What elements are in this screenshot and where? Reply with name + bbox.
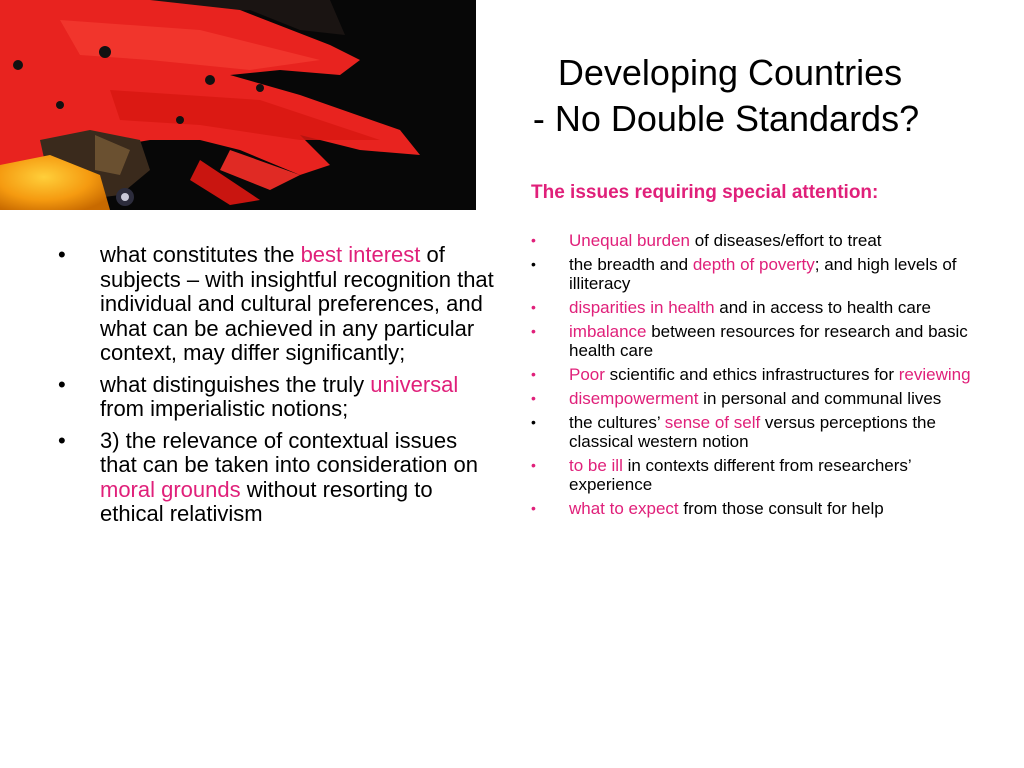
consideration-highlight: best interest bbox=[300, 242, 421, 267]
issues-list bbox=[531, 231, 976, 518]
issue-text: scientific and ethics infrastructures for bbox=[604, 365, 899, 384]
headdress-photo bbox=[0, 0, 476, 210]
bullet-icon: • bbox=[531, 299, 536, 315]
issue-text: the breadth and bbox=[569, 255, 693, 274]
issue-text: between resources for research and basic health care bbox=[569, 322, 968, 360]
issue-highlight: disempowerment bbox=[569, 389, 699, 408]
issue-item bbox=[531, 389, 976, 408]
issue-text: in personal and communal lives bbox=[698, 389, 942, 408]
issue-text: ; and high levels of illiteracy bbox=[569, 255, 957, 293]
special-attention-panel bbox=[531, 182, 976, 523]
slide-title bbox=[500, 50, 960, 142]
title-line-1: Developing Countries bbox=[557, 52, 903, 93]
consideration-highlight: universal bbox=[370, 371, 459, 397]
issue-text: of diseases/effort to treat bbox=[689, 231, 882, 250]
issue-highlight: disparities in health bbox=[569, 298, 715, 317]
issue-item bbox=[531, 413, 976, 451]
issue-highlight: sense of self bbox=[664, 413, 761, 432]
issue-highlight: reviewing bbox=[898, 365, 971, 384]
issue-item bbox=[531, 499, 976, 518]
bullet-icon: • bbox=[531, 500, 536, 516]
issue-highlight: Unequal burden bbox=[569, 231, 690, 250]
consideration-text: without resorting to ethical relativism bbox=[100, 476, 433, 526]
issue-item bbox=[531, 255, 976, 293]
issue-item bbox=[531, 322, 976, 360]
consideration-text: what distinguishes the truly bbox=[100, 371, 371, 397]
bullet-icon: • bbox=[531, 414, 536, 430]
issue-highlight: what to expect bbox=[569, 499, 679, 518]
issue-item bbox=[531, 365, 976, 384]
bullet-icon: • bbox=[531, 457, 536, 473]
issue-text: from those consult for help bbox=[678, 499, 884, 518]
issue-text: the cultures’ bbox=[569, 413, 665, 432]
bullet-icon: • bbox=[531, 256, 536, 272]
issue-text: in contexts different from researchers’ experience bbox=[569, 456, 912, 494]
bullet-icon: • bbox=[58, 242, 66, 267]
bullet-icon: • bbox=[531, 232, 536, 248]
issue-highlight: to be ill bbox=[569, 456, 623, 475]
bullet-icon: • bbox=[531, 323, 536, 339]
issue-text: and in access to health care bbox=[714, 298, 931, 317]
issue-item bbox=[531, 456, 976, 494]
issue-item bbox=[531, 298, 976, 317]
issue-highlight: imbalance bbox=[569, 322, 647, 341]
consideration-item bbox=[58, 243, 498, 366]
issues-heading: The issues requiring special attention: bbox=[531, 182, 879, 203]
consideration-item bbox=[58, 429, 498, 527]
red-feathered-headdress-photo bbox=[0, 0, 476, 210]
issue-highlight: Poor bbox=[569, 365, 605, 384]
title-line-2: - No Double Standards? bbox=[532, 98, 920, 139]
bullet-icon: • bbox=[58, 427, 66, 453]
consideration-item bbox=[58, 373, 498, 422]
consideration-text: what constitutes the bbox=[100, 242, 301, 267]
bullet-icon: • bbox=[531, 366, 536, 382]
consideration-text: of subjects – with insightful recognition that individual and cultural preferences, and what can be achieved in any particular context, may differ significantly; bbox=[100, 242, 494, 365]
consideration-text: 3) the relevance of contextual issues that can be taken into consideration on bbox=[100, 427, 478, 477]
issue-text: versus perceptions the classical western notion bbox=[569, 413, 936, 451]
issue-highlight: depth of poverty bbox=[692, 255, 815, 274]
consideration-text: from imperialistic notions; bbox=[100, 396, 349, 421]
consideration-highlight: moral grounds bbox=[100, 476, 241, 502]
considerations-list bbox=[58, 243, 498, 527]
bullet-icon: • bbox=[531, 390, 536, 406]
issue-item bbox=[531, 231, 976, 250]
bullet-icon: • bbox=[58, 371, 66, 397]
considerations-panel bbox=[58, 243, 498, 534]
